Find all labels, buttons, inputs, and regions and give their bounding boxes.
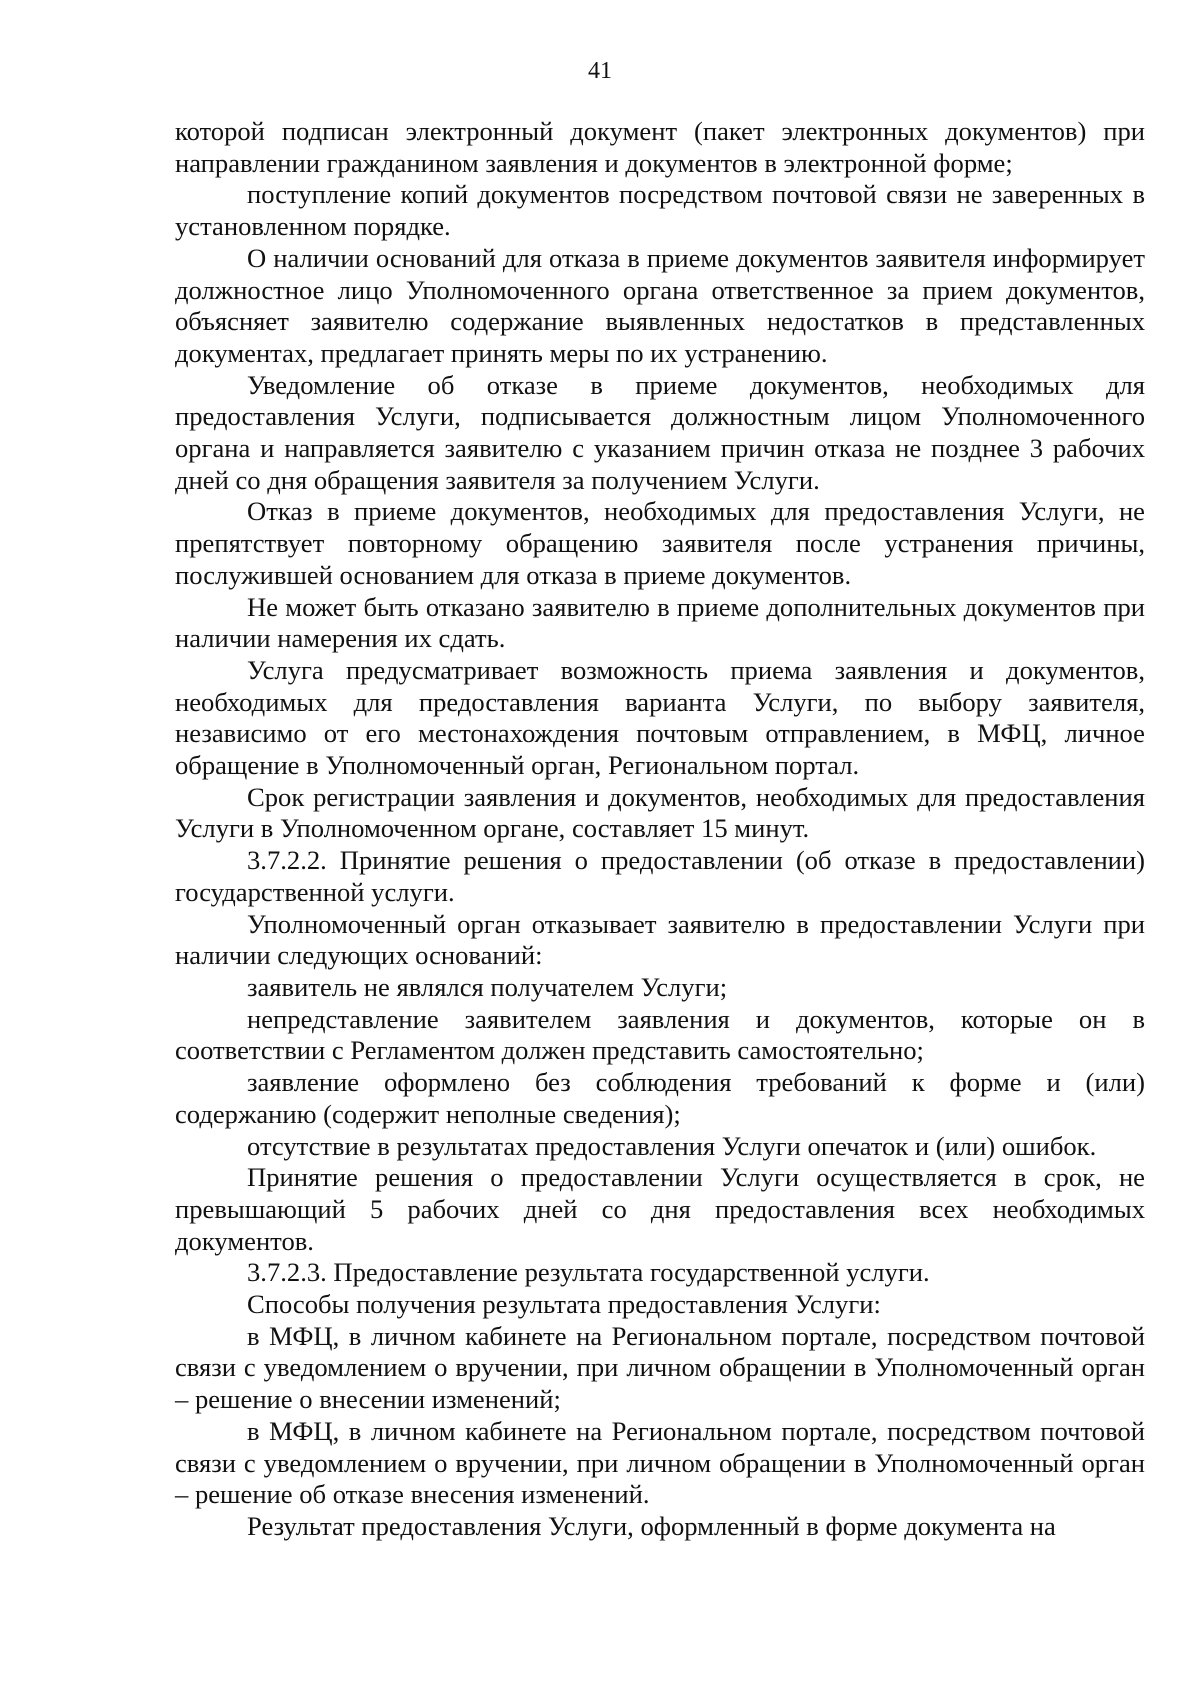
paragraph: Срок регистрации заявления и документов, необходимых для предоставления Услуги в Уполномоченном органе, составляет 15 минут. [175,781,1145,844]
list-item: в МФЦ, в личном кабинете на Региональном портале, посредством почтовой связи с уведомлением о вручении, при личном обращении в Уполномоченный орган – решение об отказе внесения изменений. [175,1415,1145,1510]
paragraph-continuation: которой подписан электронный документ (пакет электронных документов) при направлении гражданином заявления и документов в электронной форме; [175,116,1145,178]
paragraph: Уполномоченный орган отказывает заявителю в предоставлении Услуги при наличии следующих оснований: [175,908,1145,971]
section-heading-3-7-2-2: 3.7.2.2. Принятие решения о предоставлении (об отказе в предоставлении) государственной услуги. [175,845,1145,907]
paragraph: поступление копий документов посредством почтовой связи не заверенных в установленном порядке. [175,179,1145,242]
paragraph: Уведомление об отказе в приеме документов, необходимых для предоставления Услуги, подписывается должностным лицом Уполномоченного органа и направляется заявителю с указанием причин отказа не позднее 3 рабочих дней со дня обращения заявителя за получением Услуги. [175,369,1145,495]
paragraph: Результат предоставления Услуги, оформленный в форме документа на [247,1510,1056,1541]
list-item: заявление оформлено без соблюдения требований к форме и (или) содержанию (содержит неполные сведения); [175,1067,1145,1129]
body-text [175,116,1145,1543]
paragraph: О наличии оснований для отказа в приеме документов заявителя информирует должностное лицо Уполномоченного органа ответственное за прием документов, объясняет заявителю содержание выявленных недостатков в представленных документах, предлагает принять меры по их устранению. [175,242,1145,368]
paragraph: Способы получения результата предоставления Услуги: [247,1289,881,1320]
paragraph: Не может быть отказано заявителю в приеме дополнительных документов при наличии намерения их сдать. [175,591,1145,654]
section-heading-3-7-2-3: 3.7.2.3. Предоставление результата государственной услуги. [247,1257,930,1288]
list-item: непредставление заявителем заявления и документов, которые он в соответствии с Регламентом должен представить самостоятельно; [175,1003,1145,1066]
paragraph: Отказ в приеме документов, необходимых для предоставления Услуги, не препятствует повторному обращению заявителя после устранения причины, послужившей основанием для отказа в приеме документов. [175,496,1145,590]
page-number: 41 [588,58,612,84]
list-item: заявитель не являлся получателем Услуги; [247,971,728,1002]
list-item: отсутствие в результатах предоставления Услуги опечаток и (или) ошибок. [247,1130,1097,1161]
paragraph: Услуга предусматривает возможность приема заявления и документов, необходимых для предоставления варианта Услуги, по выбору заявителя, независимо от его местонахождения почтовым отправлением, в МФЦ, личное обращение в Уполномоченный орган, Региональном портал. [175,654,1145,781]
paragraph: Принятие решения о предоставлении Услуги осуществляется в срок, не превышающий 5 рабочих дней со дня предоставления всех необходимых документов. [175,1162,1145,1256]
list-item: в МФЦ, в личном кабинете на Региональном портале, посредством почтовой связи с уведомлением о вручении, при личном обращении в Уполномоченный орган – решение о внесении изменений; [175,1320,1145,1415]
